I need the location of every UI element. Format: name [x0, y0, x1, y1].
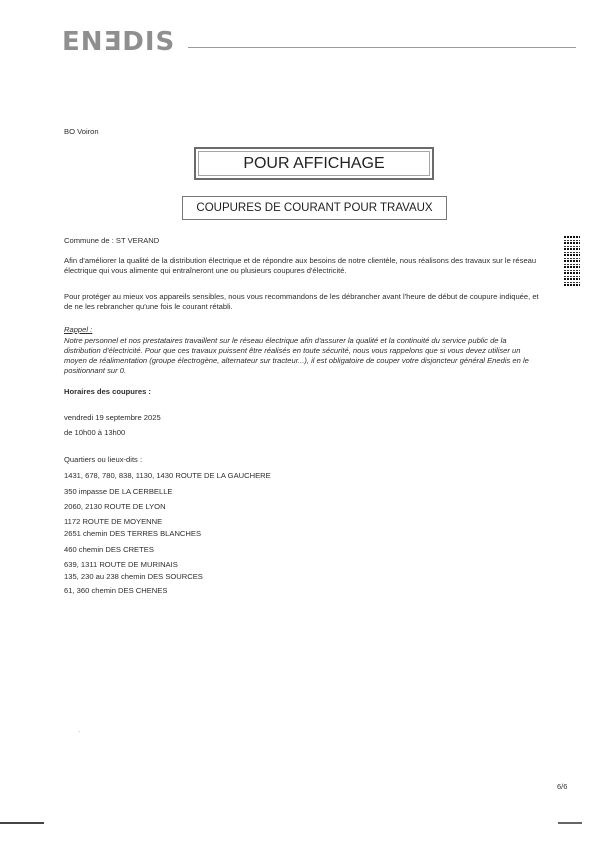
page-number: 6/6 [557, 782, 568, 791]
list-item: 1431, 678, 780, 838, 1130, 1430 ROUTE DE LA GAUCHERE [64, 471, 271, 480]
footer-rule-right [558, 822, 582, 824]
coupures-subtitle: COUPURES DE COURANT POUR TRAVAUX [196, 202, 433, 214]
coupures-subtitle-box [182, 196, 447, 220]
list-item: 350 impasse DE LA CERBELLE [64, 487, 173, 496]
enedis-logo: ENƎDIS [62, 27, 176, 57]
outage-date: vendredi 19 septembre 2025 [64, 413, 161, 422]
commune-line: Commune de : ST VERAND [64, 236, 160, 245]
quartiers-label: Quartiers ou lieux-dits : [64, 455, 143, 464]
rappel-label: Rappel : [64, 325, 93, 334]
datamatrix-code-icon [564, 236, 580, 286]
list-item: 61, 360 chemin DES CHENES [64, 586, 168, 595]
list-item: 1172 ROUTE DE MOYENNE [64, 517, 163, 526]
header-divider [188, 47, 576, 48]
affichage-title: POUR AFFICHAGE [243, 154, 385, 172]
intro-paragraph-2: Pour protéger au mieux vos appareils sensibles, nous vous recommandons de les débrancher avant l'heure de début de coupure indiquée, et de ne les rebrancher qu'une fois le courant rétabli. [64, 292, 539, 311]
list-item: 460 chemin DES CRETES [64, 545, 154, 554]
affichage-title-box [194, 147, 434, 180]
list-item: 639, 1311 ROUTE DE MURINAIS [64, 560, 178, 569]
horaires-label: Horaires des coupures : [64, 387, 151, 396]
intro-paragraph-1: Afin d'améliorer la qualité de la distribution électrique et de répondre aux besoins de notre clientèle, nous réalisons des travaux sur le réseau électrique qui vous alimente qui entraîneront une ou plusieurs coupures d'électricité. [64, 256, 537, 275]
list-item: 2651 chemin DES TERRES BLANCHES [64, 529, 202, 538]
outage-time: de 10h00 à 13h00 [64, 428, 126, 437]
scan-mark: · [78, 729, 80, 735]
footer-rule-left [0, 822, 44, 824]
rappel-paragraph: Notre personnel et nos prestataires travaillent sur le réseau électrique afin d'assurer la qualité et la continuité du service public de la distribution d'électricité. Pour que ces travaux puissent être réalisés en toute sécurité, nous vous rappelons que si vous devez utiliser un moyen de réalimentation (groupe électrogène, alternateur sur tracteur...), il est obligatoire de couper votre disjoncteur général Enedis en le positionnant sur 0. [64, 336, 529, 375]
list-item: 2060, 2130 ROUTE DE LYON [64, 502, 166, 511]
sender-label: BO Voiron [64, 127, 99, 136]
list-item: 135, 230 au 238 chemin DES SOURCES [64, 572, 203, 581]
